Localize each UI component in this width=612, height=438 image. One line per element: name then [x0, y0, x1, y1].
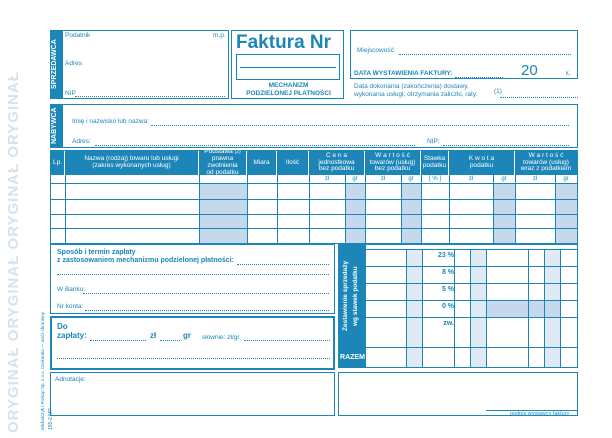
- table-column-divider: [449, 175, 450, 243]
- original-watermark: ORYGINAŁ ORYGINAŁ ORYGINAŁ ORYGINAŁ: [5, 71, 22, 433]
- amount-gr-line: [160, 340, 180, 341]
- table-column-divider: [345, 175, 346, 243]
- col-net-value-header: W a r t o ś ć towarów (usług) bez podatku: [365, 151, 421, 175]
- table-column-divider: [555, 175, 556, 243]
- delivery-date-line[interactable]: [500, 97, 578, 98]
- miejscowosc-line: [399, 54, 571, 55]
- mp-label: m.p.: [213, 32, 226, 39]
- seller-nip-line: [75, 96, 225, 97]
- payment-title-line1: Sposób i termin zapłaty: [57, 249, 136, 256]
- table-column-divider: [65, 175, 66, 243]
- seller-address-label: Adres: [65, 60, 82, 67]
- summary-rate-label: 8 %: [441, 269, 454, 276]
- issue-date-line: [455, 77, 503, 78]
- net-value-gr: gr: [408, 176, 414, 182]
- table-column-divider: [247, 175, 248, 243]
- table-column-divider: [365, 175, 366, 243]
- col-unit-header: Miara: [247, 151, 277, 175]
- unit-price-zl: zł: [324, 176, 330, 182]
- summary-column-divider: [486, 249, 487, 367]
- table-row-divider: [51, 199, 577, 200]
- form-code: 155-2 MP: [48, 408, 54, 430]
- payment-box[interactable]: [50, 244, 335, 314]
- summary-column-divider: [544, 249, 545, 367]
- table-column-divider: [421, 175, 422, 243]
- summary-rate-label: zw.: [443, 320, 454, 327]
- payment-title-line2: z zastosowaniem mechanizmu podzielonej płatności:: [57, 257, 234, 264]
- summary-rate-row[interactable]: [366, 317, 577, 334]
- col-name-header: Nazwa (rodzaj) towaru lub usługi (zakres wykonanych usług): [65, 151, 199, 175]
- buyer-address-line: [95, 145, 415, 146]
- tax-amount-zl: zł: [468, 176, 474, 182]
- summary-total-row[interactable]: [366, 347, 577, 367]
- seller-section-label: SPRZEDAWCA: [51, 39, 58, 90]
- left-margin-strip: [3, 8, 25, 433]
- summary-rate-label: 0 %: [441, 303, 454, 310]
- col-rate-header: Stawka podatku: [421, 151, 449, 175]
- seller-box[interactable]: [62, 30, 229, 99]
- summary-column-divider: [470, 249, 471, 367]
- summary-rows[interactable]: [366, 245, 577, 367]
- account-label: Nr konta:: [57, 303, 84, 310]
- table-subheader: [51, 175, 577, 184]
- amount-words-line: [244, 340, 330, 341]
- podatnik-label: Podatnik: [65, 32, 91, 39]
- table-column-divider: [493, 175, 494, 243]
- mechanism-line2: PODZIELONEJ PŁATNOŚCI: [246, 90, 331, 97]
- notes-box[interactable]: [50, 372, 335, 416]
- issue-date-label: DATA WYSTAWIENIA FAKTURY:: [354, 70, 453, 77]
- summary-vertical-label: Zestawienie sprzedaży wg stawek podatku: [342, 260, 359, 332]
- summary-rate-row[interactable]: [366, 266, 577, 283]
- table-column-divider: [277, 175, 278, 243]
- summary-column-divider: [454, 249, 455, 367]
- amount-due-box[interactable]: [50, 316, 335, 370]
- signature-label: podpis wystawcy faktury: [510, 411, 570, 417]
- table-column-divider: [515, 175, 516, 243]
- summary-rate-label: 5 %: [441, 286, 454, 293]
- buyer-nip-line: [443, 145, 569, 146]
- amount-zl-label: zł: [150, 331, 157, 340]
- gross-value-gr: gr: [563, 176, 569, 182]
- summary-column-divider: [560, 249, 561, 367]
- place-date-box[interactable]: [350, 30, 578, 79]
- mechanism-line1: MECHANIZM: [268, 82, 309, 89]
- amount-due-line1: Do: [57, 322, 68, 331]
- buyer-section-label: NABYWCA: [51, 107, 58, 145]
- payment-terms-line2: [57, 274, 329, 275]
- col-unit-price-header: C e n a jednostkowa bez podatku: [309, 151, 365, 175]
- table-column-divider: [199, 175, 200, 243]
- amount-words-label: słownie: zł/gr: [202, 334, 240, 341]
- summary-column-divider: [528, 249, 529, 367]
- summary-rate-row[interactable]: [366, 300, 577, 317]
- amount-gr-label: gr: [183, 331, 191, 340]
- col-gross-value-header: W a r t o ś ć towarów (usług) wraz z podatkiem: [520, 151, 572, 173]
- unit-price-gr: gr: [352, 176, 358, 182]
- buyer-name-line: [151, 125, 569, 126]
- summary-label-tab: [339, 245, 366, 347]
- buyer-address-label: Adres:: [72, 138, 91, 145]
- miejscowosc-label: Miejscowość:: [357, 47, 396, 54]
- summary-column-divider: [422, 249, 423, 367]
- year-suffix: r.: [566, 70, 570, 77]
- summary-column-divider: [406, 249, 407, 367]
- buyer-name-label: Imię i nazwisko lub nazwa:: [72, 118, 149, 125]
- buyer-box[interactable]: [62, 104, 578, 148]
- gross-value-zl: zł: [532, 176, 538, 182]
- amount-words-line2: [57, 358, 330, 359]
- table-body[interactable]: [51, 184, 577, 243]
- bank-line: [83, 293, 329, 294]
- amount-zl-line: [90, 340, 146, 341]
- delivery-date-footnote: (1): [494, 88, 502, 95]
- invoice-title: Faktura Nr: [236, 32, 332, 53]
- table-header: [51, 148, 577, 176]
- delivery-date-line1: Data dokonania (zakończenia) dostawy,: [354, 83, 469, 90]
- summary-rate-row[interactable]: [366, 283, 577, 300]
- invoice-number-field[interactable]: [236, 54, 340, 80]
- year-prefix: 20: [521, 62, 538, 79]
- col-tax-amount-header: K w o t a podatku: [449, 151, 515, 175]
- summary-table: [338, 244, 578, 368]
- notes-label: Adnotacje:: [55, 376, 86, 383]
- margin-small-print: Michalczyk i Prokop Sp. z o.o. Drukarnia — wzór chroniony: [40, 311, 45, 430]
- delivery-date-line2: wykonania usługi, otrzymania zaliczki, raty:: [354, 91, 478, 98]
- col-qty-header: Ilość: [277, 151, 309, 175]
- title-box: [231, 30, 344, 99]
- buyer-section-tab: [50, 104, 62, 148]
- summary-rate-row[interactable]: [366, 249, 577, 266]
- amount-due-line2: zapłaty:: [57, 331, 87, 340]
- zero-rate-tax-shade: [486, 301, 560, 318]
- table-row-divider: [51, 228, 577, 229]
- account-line: [85, 310, 329, 311]
- summary-total-label: RAZEM: [339, 347, 366, 367]
- table-row-divider: [51, 214, 577, 215]
- table-column-divider: [401, 175, 402, 243]
- col-lp-header: Lp.: [51, 151, 65, 175]
- tax-amount-gr: gr: [501, 176, 507, 182]
- payment-terms-line: [237, 264, 329, 265]
- net-value-zl: zł: [380, 176, 386, 182]
- table-column-divider: [309, 175, 310, 243]
- summary-rate-label: 23 %: [438, 252, 454, 259]
- buyer-nip-label: NIP:: [427, 138, 440, 145]
- col-legal-basis-header: Podstawa (2) prawna zwolnienia od podatku: [199, 151, 247, 175]
- items-table: [50, 150, 578, 244]
- seller-nip-label: NIP: [65, 90, 76, 97]
- rate-percent: [ % ]: [428, 176, 441, 182]
- bank-label: W Banku:: [57, 286, 86, 293]
- seller-section-tab: [50, 30, 62, 99]
